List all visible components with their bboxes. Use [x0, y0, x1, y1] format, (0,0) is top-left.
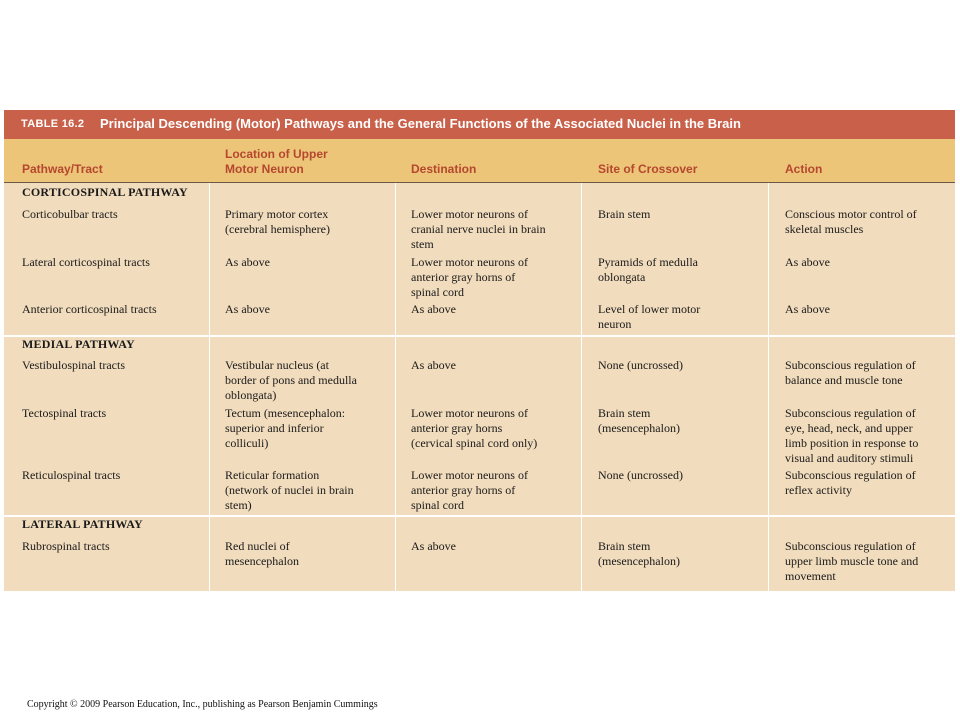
cell-line: Reticular formation: [225, 468, 320, 482]
cell-line: As above: [225, 255, 270, 269]
cell-line: (mesencephalon): [598, 554, 680, 568]
cell-line: Lower motor neurons of: [411, 255, 528, 269]
cell-line: Red nuclei of: [225, 539, 290, 553]
cell-line: Corticobulbar tracts: [22, 207, 118, 221]
cell-line: As above: [411, 539, 456, 553]
section-heading: LATERAL PATHWAY: [22, 517, 143, 531]
cell-line: Subconscious regulation of: [785, 468, 916, 482]
cell-line: Brain stem: [598, 539, 651, 553]
header-line: Action: [785, 162, 823, 176]
cell-line: Subconscious regulation of: [785, 406, 916, 420]
table-cell: [785, 468, 916, 498]
table-title-bar: [4, 110, 955, 139]
table-cell: [411, 358, 456, 373]
table-cell: [785, 207, 917, 237]
cell-line: Pyramids of medulla: [598, 255, 698, 269]
cell-line: Brain stem: [598, 406, 651, 420]
cell-line: stem): [225, 498, 252, 512]
cell-line: (mesencephalon): [598, 421, 680, 435]
cell-line: Brain stem: [598, 207, 651, 221]
cell-line: Primary motor cortex: [225, 207, 329, 221]
table-cell: [411, 539, 456, 554]
table-cell: [785, 302, 830, 317]
cell-line: skeletal muscles: [785, 222, 864, 236]
cell-line: anterior gray horns: [411, 421, 503, 435]
header-cell: [22, 162, 103, 177]
column-divider: [395, 183, 396, 591]
column-divider: [209, 183, 210, 591]
table-number: TABLE 16.2: [21, 118, 85, 130]
cell-line: neuron: [598, 317, 632, 331]
cell-line: spinal cord: [411, 498, 464, 512]
table-cell: [411, 255, 528, 300]
cell-line: balance and muscle tone: [785, 373, 903, 387]
table-cell: [225, 358, 357, 403]
cell-line: (cervical spinal cord only): [411, 436, 538, 450]
table-cell: [598, 255, 698, 285]
cell-line: Level of lower motor: [598, 302, 701, 316]
cell-line: visual and auditory stimuli: [785, 451, 914, 465]
cell-line: reflex activity: [785, 483, 852, 497]
cell-line: Rubrospinal tracts: [22, 539, 110, 553]
table-cell: [598, 207, 650, 222]
table-cell: [411, 207, 546, 252]
cell-line: superior and inferior: [225, 421, 324, 435]
section-heading: MEDIAL PATHWAY: [22, 337, 135, 351]
cell-line: As above: [411, 302, 456, 316]
table-cell: [598, 539, 680, 569]
table-cell: [225, 255, 270, 270]
cell-line: mesencephalon: [225, 554, 299, 568]
cell-line: colliculi): [225, 436, 269, 450]
table-cell: [598, 302, 700, 332]
cell-line: Lower motor neurons of: [411, 207, 528, 221]
cell-line: Vestibular nucleus (at: [225, 358, 329, 372]
table-cell: [411, 468, 528, 513]
cell-line: cranial nerve nuclei in brain: [411, 222, 546, 236]
table-cell: [225, 207, 330, 237]
table-cell: [598, 406, 680, 436]
cell-line: border of pons and medulla: [225, 373, 357, 387]
cell-line: Conscious motor control of: [785, 207, 917, 221]
table-cell: [225, 406, 345, 451]
cell-line: Vestibulospinal tracts: [22, 358, 125, 372]
cell-line: Tectum (mesencephalon:: [225, 406, 346, 420]
cell-line: oblongata): [225, 388, 277, 402]
table-cell: [22, 539, 110, 554]
cell-line: spinal cord: [411, 285, 464, 299]
header-line: Destination: [411, 162, 477, 176]
table-cell: [22, 358, 125, 373]
cell-line: anterior gray horns of: [411, 270, 516, 284]
copyright-notice: Copyright © 2009 Pearson Education, Inc., publishing as Pearson Benjamin Cummings: [27, 699, 378, 710]
table-cell: [22, 207, 118, 222]
cell-line: As above: [785, 302, 830, 316]
table-title: Principal Descending (Motor) Pathways and the General Functions of the Associated Nuclei in the Brain: [100, 116, 741, 131]
table-cell: [22, 468, 120, 483]
pathways-table: [4, 110, 955, 591]
cell-line: eye, head, neck, and upper: [785, 421, 913, 435]
table-cell: [22, 406, 106, 421]
table-cell: [785, 255, 830, 270]
table-header-row: [4, 139, 955, 182]
cell-line: None (uncrossed): [598, 358, 683, 372]
header-line: Site of Crossover: [598, 162, 698, 176]
section-divider: [4, 515, 955, 517]
cell-line: (cerebral hemisphere): [225, 222, 330, 236]
cell-line: movement: [785, 569, 836, 583]
cell-line: As above: [225, 302, 270, 316]
table-cell: [411, 302, 456, 317]
header-cell: [225, 147, 328, 177]
cell-line: Subconscious regulation of: [785, 358, 916, 372]
section-heading: CORTICOSPINAL PATHWAY: [22, 185, 188, 199]
table-cell: [785, 406, 918, 466]
table-cell: [225, 468, 354, 513]
header-cell: [411, 162, 476, 177]
cell-line: Reticulospinal tracts: [22, 468, 121, 482]
section-divider: [4, 335, 955, 337]
table-cell: [598, 358, 683, 373]
cell-line: Tectospinal tracts: [22, 406, 107, 420]
cell-line: Anterior corticospinal tracts: [22, 302, 157, 316]
table-cell: [22, 302, 157, 317]
header-divider: [4, 182, 955, 183]
table-cell: [785, 539, 918, 584]
cell-line: Lower motor neurons of: [411, 468, 528, 482]
cell-line: stem: [411, 237, 434, 251]
cell-line: upper limb muscle tone and: [785, 554, 919, 568]
table-cell: [598, 468, 683, 483]
cell-line: Lateral corticospinal tracts: [22, 255, 150, 269]
cell-line: (network of nuclei in brain: [225, 483, 354, 497]
cell-line: As above: [411, 358, 456, 372]
header-line: Motor Neuron: [225, 162, 304, 176]
cell-line: limb position in response to: [785, 436, 919, 450]
cell-line: Lower motor neurons of: [411, 406, 528, 420]
cell-line: oblongata: [598, 270, 646, 284]
table-cell: [225, 302, 270, 317]
table-cell: [785, 358, 916, 388]
table-cell: [22, 255, 150, 270]
cell-line: As above: [785, 255, 830, 269]
cell-line: anterior gray horns of: [411, 483, 516, 497]
column-divider: [768, 183, 769, 591]
header-line: Location of Upper: [225, 147, 328, 161]
cell-line: Subconscious regulation of: [785, 539, 916, 553]
header-cell: [598, 162, 697, 177]
header-line: Pathway/Tract: [22, 162, 103, 176]
table-cell: [225, 539, 299, 569]
column-divider: [581, 183, 582, 591]
table-cell: [411, 406, 537, 451]
header-cell: [785, 162, 822, 177]
cell-line: None (uncrossed): [598, 468, 683, 482]
